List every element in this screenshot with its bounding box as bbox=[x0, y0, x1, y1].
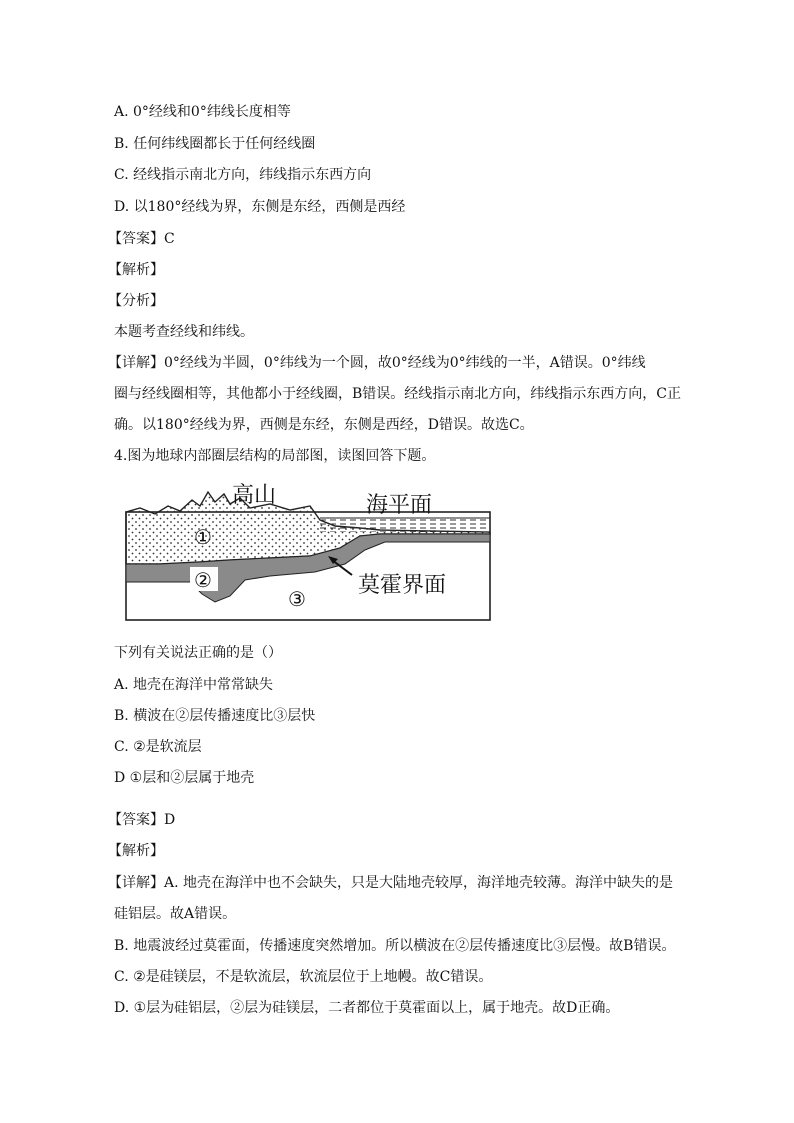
q4-option-d: D ①层和②层属于地壳 bbox=[114, 770, 255, 786]
q4-jiexi-heading: 【解析】 bbox=[108, 843, 164, 859]
q4-answer: 【答案】D bbox=[108, 812, 176, 828]
crust-cross-section-figure bbox=[120, 478, 498, 626]
q3-answer: 【答案】C bbox=[108, 231, 175, 247]
q3-detail-line-1: 【详解】0°经线为半圆，0°纬线为一个圆，故0°经线为0°纬线的一半，A错误。0°纬线 bbox=[108, 355, 646, 371]
q4-stem: 4.图为地球内部圈层结构的局部图，读图回答下题。 bbox=[114, 448, 436, 464]
q3-detail-line-2: 圈与经线圈相等，其他都小于经线圈，B错误。经线指示南北方向，纬线指示东西方向，C正 bbox=[114, 386, 681, 402]
q3-jiexi-heading: 【解析】 bbox=[108, 262, 164, 278]
q3-fenxi-heading: 【分析】 bbox=[108, 293, 164, 309]
sea-water-band bbox=[320, 518, 490, 532]
q4-option-a: A. 地壳在海洋中常常缺失 bbox=[114, 677, 274, 693]
q3-fenxi-text: 本题考查经线和纬线。 bbox=[114, 324, 254, 340]
q3-option-b: B. 任何纬线圈都长于任何经线圈 bbox=[114, 136, 316, 152]
layer-1-label: ① bbox=[194, 525, 212, 549]
mountain-label: 高山 bbox=[232, 483, 277, 508]
moho-label: 莫霍界面 bbox=[358, 573, 447, 598]
q4-detail-a-line-1: 【详解】A. 地壳在海洋中也不会缺失，只是大陆地壳较厚，海洋地壳较薄。海洋中缺失的是 bbox=[108, 875, 674, 891]
q3-option-c: C. 经线指示南北方向，纬线指示东西方向 bbox=[114, 167, 372, 183]
q4-option-b: B. 横波在②层传播速度比③层快 bbox=[114, 708, 316, 724]
q4-question: 下列有关说法正确的是（） bbox=[114, 645, 282, 661]
q3-option-a: A. 0°经线和0°纬线长度相等 bbox=[114, 104, 291, 120]
layer-2-label: ② bbox=[194, 568, 212, 592]
q4-detail-d: D. ①层为硅铝层，②层为硅镁层，二者都位于莫霍面以上，属于地壳。故D正确。 bbox=[114, 1000, 620, 1016]
q3-option-d: D. 以180°经线为界，东侧是东经，西侧是西经 bbox=[114, 199, 406, 215]
layer-3-label: ③ bbox=[288, 587, 306, 611]
q4-detail-b: B. 地震波经过莫霍面，传播速度突然增加。所以横波在②层传播速度比③层慢。故B错误。 bbox=[114, 938, 676, 954]
q4-option-c: C. ②是软流层 bbox=[114, 739, 202, 755]
sea-level-label: 海平面 bbox=[366, 493, 433, 518]
q4-detail-c: C. ②是硅镁层，不是软流层，软流层位于上地幔。故C错误。 bbox=[114, 969, 493, 985]
q3-detail-line-3: 确。以180°经线为界，西侧是东经，东侧是西经，D错误。故选C。 bbox=[114, 417, 534, 433]
q4-detail-a-line-2: 硅铝层。故A错误。 bbox=[114, 906, 237, 922]
